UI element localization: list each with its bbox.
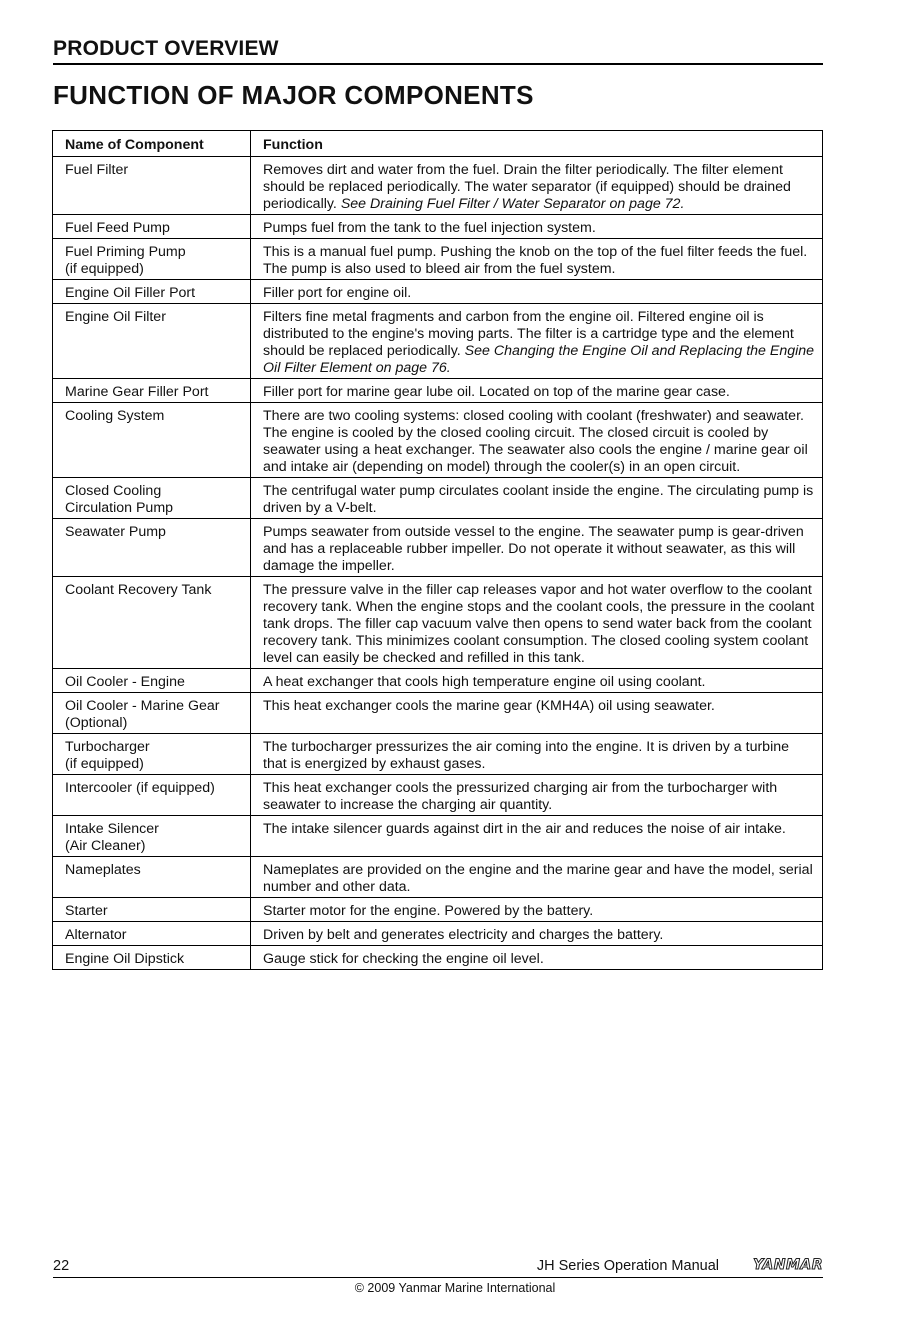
component-name: Starter [65,903,108,919]
components-table [52,130,823,970]
table-row [53,775,823,816]
component-function: Starter motor for the engine. Powered by the battery. [263,903,594,919]
column-header-name: Name of Component [53,131,251,157]
component-name-cell [53,693,251,734]
component-function: Pumps fuel from the tank to the fuel injection system. [263,220,596,236]
table-row [53,693,823,734]
component-function-cell [251,478,823,519]
component-name: Coolant Recovery Tank [65,582,212,598]
component-function: Gauge stick for checking the engine oil level. [263,951,544,967]
component-function-cell [251,922,823,946]
component-name-cell [53,304,251,379]
component-name: Fuel Filter [65,162,129,178]
table-row [53,669,823,693]
component-name: (if equipped) [65,756,144,772]
table-row [53,857,823,898]
component-name: Engine Oil Dipstick [65,951,185,967]
component-name-cell [53,403,251,478]
component-function-cell [251,280,823,304]
manual-title: JH Series Operation Manual [536,1258,719,1274]
component-function-cell [251,734,823,775]
section-header: PRODUCT OVERVIEW [53,36,823,65]
component-name-cell [53,775,251,816]
component-name: (if equipped) [65,261,144,277]
component-name: Alternator [65,927,127,943]
component-function-cell [251,215,823,239]
component-function-cell [251,693,823,734]
component-name-cell [53,215,251,239]
table-row [53,304,823,379]
component-name: Cooling System [65,408,165,424]
table-row [53,816,823,857]
component-name: (Optional) [65,715,128,731]
table-row [53,478,823,519]
component-function: Driven by belt and generates electricity and charges the battery. [263,927,664,943]
component-name: Engine Oil Filler Port [65,285,196,301]
component-name: Marine Gear Filler Port [65,384,209,400]
component-function-cell [251,775,823,816]
component-function: Removes dirt and water from the fuel. Drain the filter periodically. The filter element should be replaced periodically. The water separator (if equipped) should be drained periodically. [263,162,791,212]
table-row [53,946,823,970]
page-reference: See Changing the Engine Oil and Replacing the Engine Oil Filter Element on page 76. [263,343,815,376]
component-function: The turbocharger pressurizes the air coming into the engine. It is driven by a turbine that is energized by exhaust gases. [263,739,790,772]
component-function-cell [251,577,823,669]
component-name-cell [53,734,251,775]
component-function-cell [251,898,823,922]
component-name-cell [53,157,251,215]
component-function-cell [251,816,823,857]
component-name-cell [53,922,251,946]
component-function: Filler port for engine oil. [263,285,412,301]
component-function: This heat exchanger cools the marine gear (KMH4A) oil using seawater. [263,698,715,714]
component-name-cell [53,857,251,898]
component-function-cell [251,946,823,970]
page-number: 22 [53,1258,70,1274]
component-name: Closed Cooling [65,483,162,499]
component-name: Seawater Pump [65,524,166,540]
table-row [53,922,823,946]
component-name-cell [53,519,251,577]
component-name-cell [53,669,251,693]
table-header-row [53,131,823,157]
component-name: Engine Oil Filter [65,309,166,325]
table-row [53,215,823,239]
component-name: Circulation Pump [65,500,174,516]
component-name-cell [53,280,251,304]
component-name-cell [53,898,251,922]
table-row [53,379,823,403]
component-name-cell [53,946,251,970]
component-name: Oil Cooler - Engine [65,674,185,690]
column-header-function: Function [251,131,823,157]
table-row [53,734,823,775]
table-row [53,519,823,577]
page-title: FUNCTION OF MAJOR COMPONENTS [53,80,534,110]
table-row [53,239,823,280]
component-name-cell [53,478,251,519]
component-function-cell [251,669,823,693]
yanmar-logo: YANMAR [753,1257,823,1273]
component-name-cell [53,239,251,280]
table-row [53,577,823,669]
component-function: Filler port for marine gear lube oil. Located on top of the marine gear case. [263,384,730,400]
component-function: Nameplates are provided on the engine and the marine gear and have the model, serial number and other data. [263,862,813,895]
component-function-cell [251,403,823,478]
table-row [53,403,823,478]
component-function: Pumps seawater from outside vessel to the engine. The seawater pump is gear-driven and has a replaceable rubber impeller. Do not operate it without seawater, as this will damage the impeller. [263,524,804,574]
table-body [53,157,823,970]
component-function: There are two cooling systems: closed cooling with coolant (freshwater) and seawater. The engine is cooled by the closed cooling circuit. The closed circuit is cooled by seawater using a heat exchanger. The seawater also cools the engine / marine gear oil and intake air (depending on model) through the cooler(s) in an open circuit. [263,408,808,475]
component-function-cell [251,519,823,577]
component-name: (Air Cleaner) [65,838,146,854]
component-function: This heat exchanger cools the pressurized charging air from the turbocharger with seawater to increase the charging air quantity. [263,780,778,813]
component-function: A heat exchanger that cools high temperature engine oil using coolant. [263,674,706,690]
component-function-cell [251,304,823,379]
component-name: Turbocharger [65,739,150,755]
component-function-cell [251,857,823,898]
table-row [53,280,823,304]
component-name: Intake Silencer [65,821,159,837]
component-name-cell [53,379,251,403]
page-footer [53,1257,823,1278]
component-function: The centrifugal water pump circulates coolant inside the engine. The circulating pump is driven by a V-belt. [263,483,814,516]
copyright: © 2009 Yanmar Marine International [354,1281,556,1295]
page-reference: See Draining Fuel Filter / Water Separator on page 72. [340,196,685,212]
component-name: Nameplates [65,862,141,878]
component-function: The pressure valve in the filler cap releases vapor and hot water overflow to the coolant recovery tank. When the engine stops and the coolant cools, the pressure in the coolant tank drops. The filler cap vacuum valve then opens to send water back from the coolant recovery tank. This minimizes coolant consumption. The closed cooling system coolant level can easily be checked and refilled in this tank. [263,582,815,666]
table-row [53,898,823,922]
component-name: Oil Cooler - Marine Gear [65,698,220,714]
component-function-cell [251,379,823,403]
table-row [53,157,823,215]
component-name-cell [53,816,251,857]
component-function: The intake silencer guards against dirt in the air and reduces the noise of air intake. [263,821,786,837]
component-name-cell [53,577,251,669]
component-function: This is a manual fuel pump. Pushing the knob on the top of the fuel filter feeds the fuel. The pump is also used to bleed air from the fuel system. [263,244,808,277]
component-function-cell [251,239,823,280]
component-name: Fuel Feed Pump [65,220,170,236]
component-name: Fuel Priming Pump [65,244,186,260]
component-name: Intercooler (if equipped) [65,780,215,796]
component-function-cell [251,157,823,215]
component-function: Filters fine metal fragments and carbon from the engine oil. Filtered engine oil is distributed to the engine's moving parts. The filter is a cartridge type and the element should be replaced periodically. [263,309,794,359]
